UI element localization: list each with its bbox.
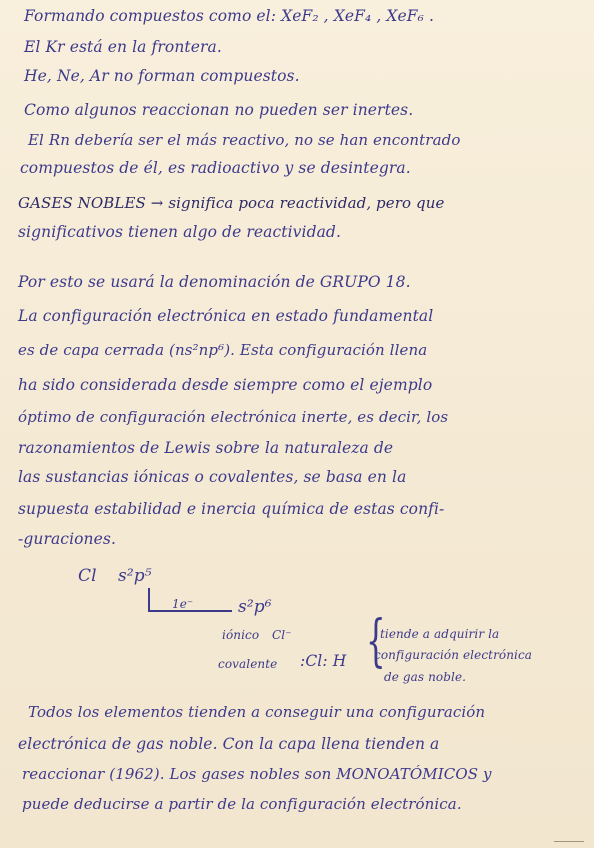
text-line: compuestos de él, es radioactivo y se desintegra.	[20, 159, 411, 177]
text-line: electrónica de gas noble. Con la capa llena tienden a	[18, 735, 440, 753]
text-line: Como algunos reaccionan no pueden ser inertes.	[24, 101, 414, 119]
text-line: El Kr está en la frontera.	[24, 38, 222, 56]
note-line: de gas noble.	[384, 670, 467, 684]
text-line: es de capa cerrada (ns²np⁶). Esta configuración llena	[18, 341, 428, 359]
text-line: significativos tienen algo de reactividad.	[18, 223, 341, 241]
covalent-species: :Cl: H	[300, 652, 347, 670]
text-line: razonamientos de Lewis sobre la naturaleza de	[18, 439, 394, 457]
text-line: Por esto se usará la denominación de GRUPO 18.	[18, 273, 411, 291]
text-line: La configuración electrónica en estado fundamental	[18, 307, 434, 325]
diagram-element: Cl	[78, 566, 97, 586]
page-corner-rule	[554, 841, 584, 842]
text-line: -guraciones.	[18, 530, 116, 548]
arrow-stem	[148, 588, 150, 610]
ionic-label: iónico	[222, 628, 260, 642]
text-line: óptimo de configuración electrónica inerte, es decir, los	[18, 408, 449, 426]
diagram-config: s²p⁵	[118, 566, 152, 586]
text-line: ha sido considerada desde siempre como el ejemplo	[18, 376, 433, 394]
text-line: He, Ne, Ar no forman compuestos.	[24, 67, 300, 85]
text-line: las sustancias iónicas o covalentes, se basa en la	[18, 468, 407, 486]
diagram-gain: 1e⁻	[172, 597, 194, 611]
text-line: Formando compuestos como el: XeF₂ , XeF₄ , XeF₆ .	[24, 7, 435, 25]
note-line: tiende a adquirir la	[380, 627, 500, 641]
text-line: reaccionar (1962). Los gases nobles son MONOATÓMICOS y	[22, 765, 492, 783]
covalent-label: covalente	[218, 657, 278, 671]
text-line: supuesta estabilidad e inercia química de estas confi-	[18, 500, 445, 518]
text-line: GASES NOBLES → significa poca reactividad, pero que	[18, 194, 445, 212]
text-line: El Rn debería ser el más reactivo, no se han encontrado	[28, 131, 461, 149]
curly-brace: {	[366, 609, 386, 674]
text-line: Todos los elementos tienden a conseguir una configuración	[28, 703, 486, 721]
diagram-result-config: s²p⁶	[238, 597, 272, 617]
ionic-species: Cl⁻	[272, 628, 292, 642]
text-line: puede deducirse a partir de la configuración electrónica.	[22, 795, 462, 813]
note-line: configuración electrónica	[374, 648, 533, 662]
